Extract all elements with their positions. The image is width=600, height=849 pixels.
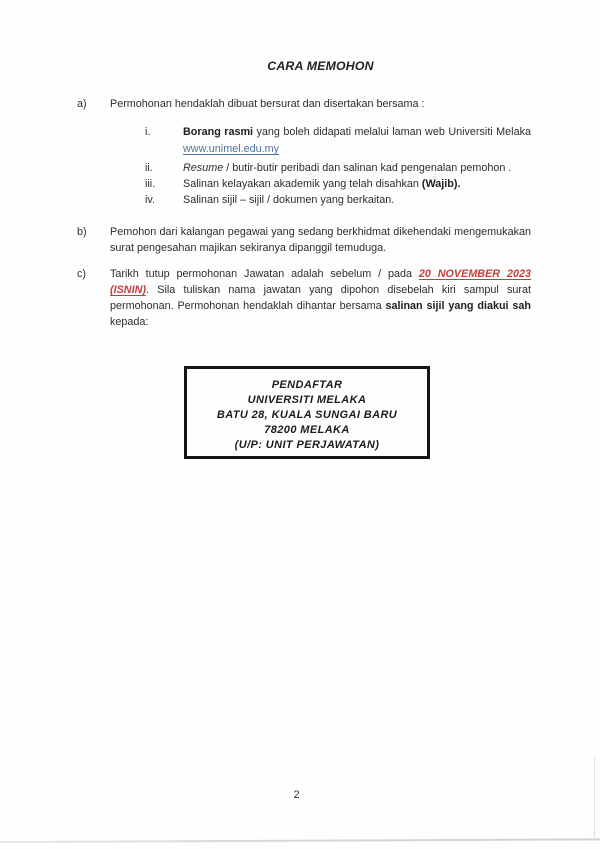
list-item-ii-italic: Resume <box>183 162 224 174</box>
mailing-address-box <box>184 366 430 459</box>
section-c-line-2 <box>110 282 531 298</box>
address-attention: (U/P: UNIT PERJAWATAN) <box>234 439 380 451</box>
section-c-label: c) <box>77 268 86 280</box>
list-item-i-numeral: i. <box>145 126 151 138</box>
list-item-ii-rest: / butir-butir peribadi dan salinan kad pengenalan pemohon . <box>223 162 512 174</box>
section-b-line-2: surat pengesahan majikan sekiranya dipanggil temuduga. <box>110 242 387 254</box>
section-a-label: a) <box>77 98 87 110</box>
list-item-iii-rest: Salinan kelayakan akademik yang telah disahkan <box>183 178 422 190</box>
list-item-iv-numeral: iv. <box>145 194 155 206</box>
section-c-line-2-text: . Sila tuliskan nama jawatan yang dipohon disebelah kiri sampul surat <box>146 284 531 296</box>
list-item-i-text <box>183 124 531 158</box>
list-item-iv-text: Salinan sijil – sijil / dokumen yang berkaitan. <box>183 194 395 206</box>
list-item-i-bold: Borang rasmi <box>183 126 254 138</box>
section-b-text <box>110 224 531 256</box>
scan-edge-artifact-right <box>594 757 595 841</box>
list-item-iii-numeral: iii. <box>145 178 156 190</box>
section-c-line-1-text: Tarikh tutup permohonan Jawatan adalah sebelum / pada <box>110 268 419 280</box>
section-b-line-1: Pemohon dari kalangan pegawai yang sedang berkhidmat dikehendaki mengemukakan <box>110 226 531 238</box>
section-b-label: b) <box>77 226 87 238</box>
page-number: 2 <box>293 789 300 801</box>
address-postcode: 78200 MELAKA <box>264 424 350 436</box>
address-recipient: PENDAFTAR <box>271 379 343 391</box>
page-title: CARA MEMOHON <box>267 59 374 73</box>
list-item-i-line-1 <box>183 124 531 141</box>
list-item-iii-bold: (Wajib). <box>421 178 461 190</box>
scan-edge-artifact-bottom <box>0 838 600 842</box>
list-item-ii-text <box>183 160 531 176</box>
certified-copies-bold: salinan sijil yang diakui sah <box>385 300 531 312</box>
section-c-line-1 <box>110 266 531 282</box>
deadline-date: 20 NOVEMBER 2023 <box>418 268 531 280</box>
deadline-day: (ISNIN) <box>110 284 146 296</box>
section-c-line-3-text: permohonan. Permohonan hendaklah dihantar bersama <box>110 300 386 312</box>
address-university: UNIVERSITI MELAKA <box>247 394 367 406</box>
list-item-i-rest: yang boleh didapati melalui laman web Universiti Melaka <box>253 126 531 138</box>
list-item-ii-numeral: ii. <box>145 162 153 174</box>
unimel-website-link[interactable]: www.unimel.edu.my <box>183 143 280 155</box>
section-c-text <box>110 266 531 330</box>
section-c-line-4: kepada: <box>110 316 149 328</box>
section-c-line-3 <box>110 298 531 314</box>
address-street: BATU 28, KUALA SUNGAI BARU <box>216 409 398 421</box>
section-a-text: Permohonan hendaklah dibuat bersurat dan disertakan bersama : <box>110 98 425 110</box>
list-item-iii-text <box>183 176 531 192</box>
